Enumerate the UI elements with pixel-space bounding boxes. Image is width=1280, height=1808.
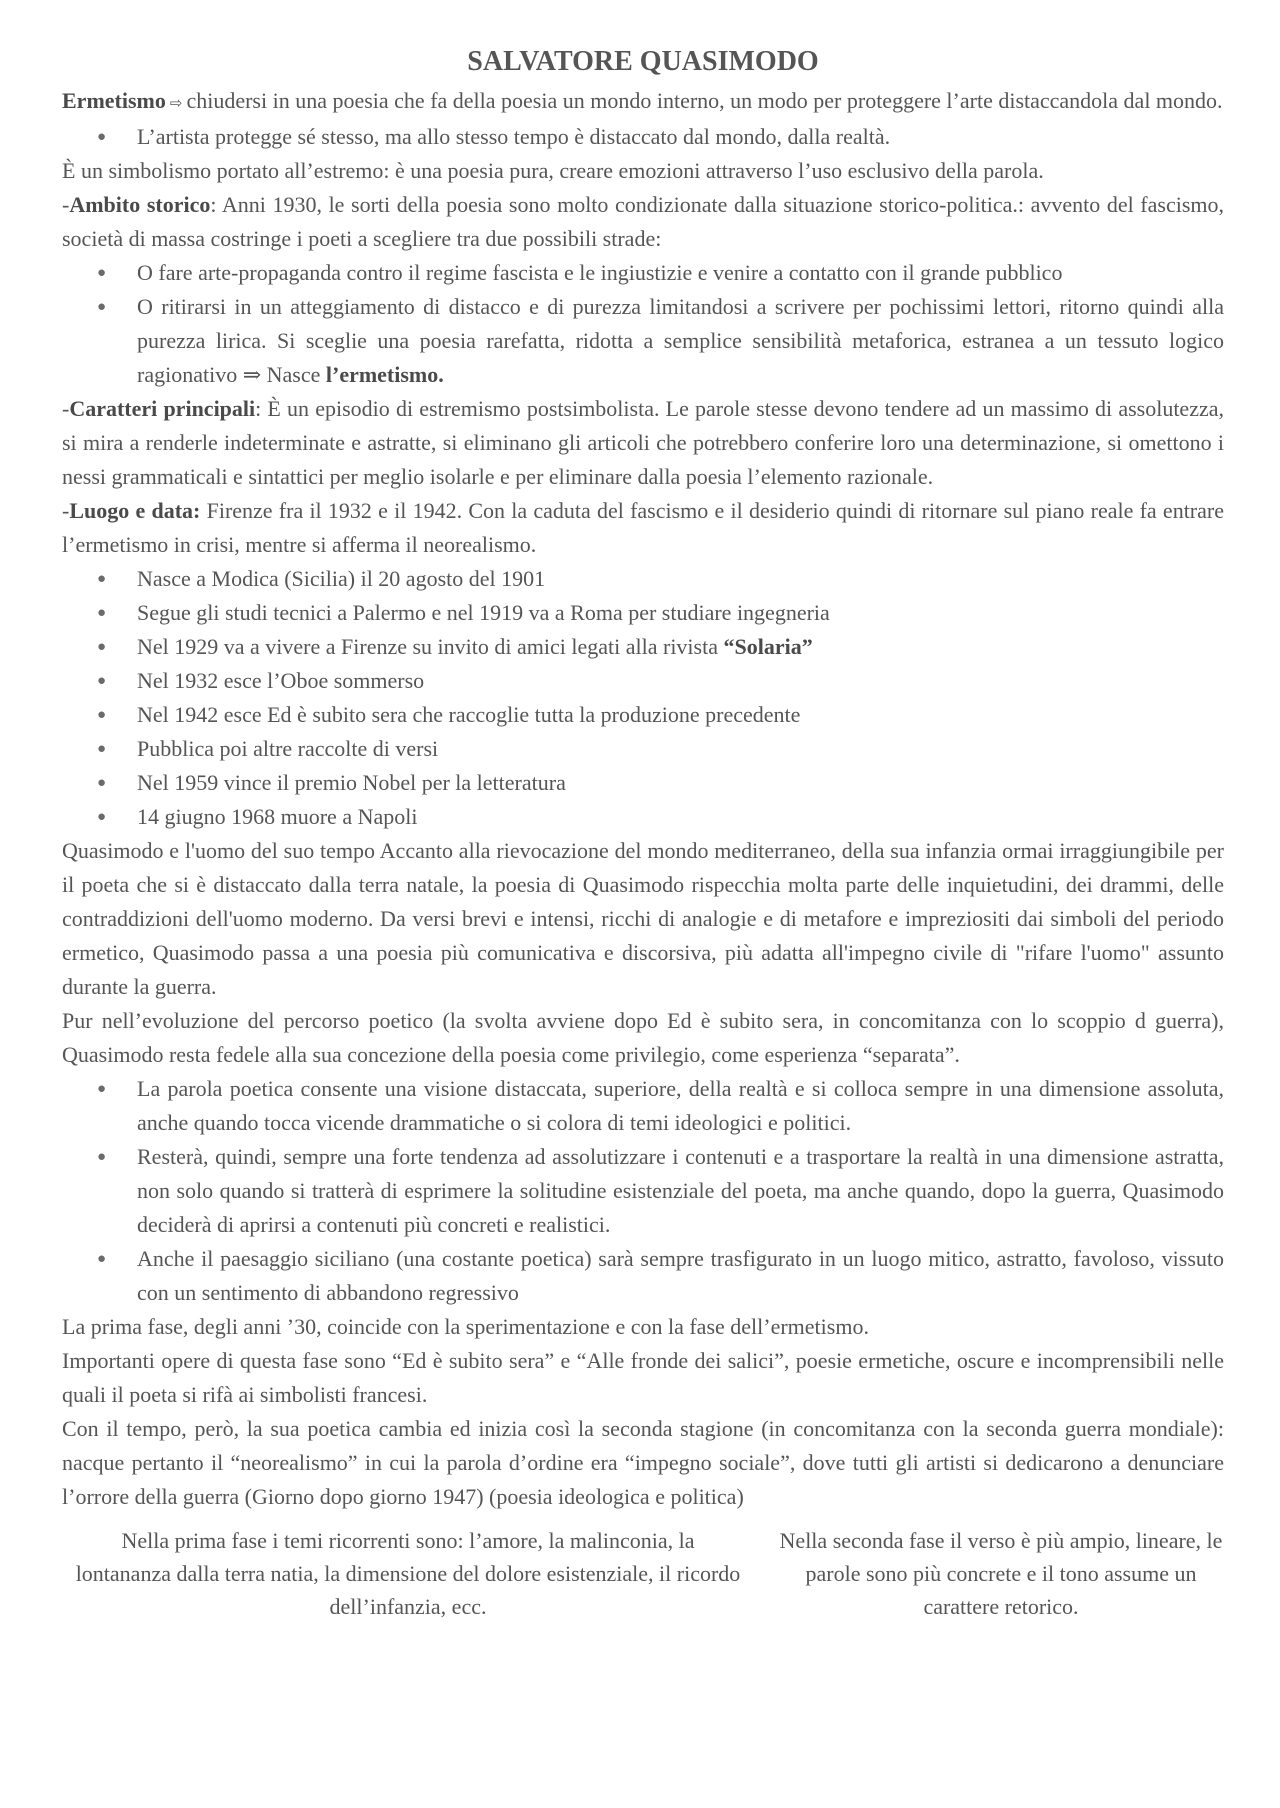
prima-fase-paragraph: La prima fase, degli anni ’30, coincide con la sperimentazione e con la fase dell’ermetismo. [62, 1314, 869, 1339]
list-item: ● Resterà, quindi, sempre una forte tendenza ad assolutizzare i contenuti e a trasportare la realtà in una dimensione astratta, non solo quando si tratterà di esprimere la solitudine esistenziale del poeta, ma anche quando, dopo la guerra, Quasimodo deciderà di aprirsi a contenuti più concreti e realistici. [137, 1140, 1224, 1242]
ermetismo-text: chiudersi in una poesia che fa della poesia un mondo interno, un modo per proteggere l’arte distaccandola dal mondo. [186, 88, 1223, 113]
list-item: ● Nel 1942 esce Ed è subito sera che raccoglie tutta la produzione precedente [137, 698, 1224, 732]
opere-paragraph: Importanti opere di questa fase sono “Ed è subito sera” e “Alle fronde dei salici”, poesie ermetiche, oscure e incomprensibili nelle quali il poeta si rifà ai simbolisti francesi. [62, 1348, 1224, 1407]
list-item: ● O ritirarsi in un atteggiamento di distacco e di purezza limitandosi a scrivere per pochissimi lettori, ritorno quindi alla purezza lirica. Si sceglie una poesia rarefatta, ridotta a semplice sensibilità metaforica, estranea a un tessuto logico ragionativo ⇒ Nasce l’ermetismo. [137, 290, 1224, 392]
luogo-paragraph: -Luogo e data: Firenze fra il 1932 e il 1942. Con la caduta del fascismo e il desiderio quindi di ritornare sul piano reale fa entrare l’ermetismo in crisi, mentre si afferma il neorealismo. [62, 498, 1224, 557]
first-phase-box: Nella prima fase i temi ricorrenti sono: l’amore, la malinconia, la lontananza dalla terra natia, la dimensione del dolore esistenziale, il ricordo dell’infanzia, ecc. [75, 1528, 741, 1619]
ermetismo-paragraph [62, 84, 1224, 120]
intro-list [62, 120, 1224, 154]
list-item: ● Nel 1932 esce l’Oboe sommerso [137, 664, 1224, 698]
caratteri-label: Caratteri principali [69, 396, 256, 421]
luogo-label: Luogo e data: [69, 498, 201, 523]
caratteri-paragraph: -Caratteri principali: È un episodio di estremismo postsimbolista. Le parole stesse devono tendere ad un massimo di assolutezza, si mira a renderle indeterminate e astratte, si eliminano gli articoli che potrebbero conferire loro una determinazione, si omettono i nessi grammaticali e sintattici per meglio isolarle e per eliminare dalla poesia l’elemento razionale. [62, 396, 1224, 489]
seconda-fase-paragraph: Con il tempo, però, la sua poetica cambia ed inizia così la seconda stagione (in concomitanza con la seconda guerra mondiale): nacque pertanto il “neorealismo” in cui la parola d’ordine era “impegno sociale”, dove tutti gli artisti si dedicarono a denunciare l’orrore della guerra (Giorno dopo giorno 1947) (poesia ideologica e politica) [62, 1416, 1224, 1509]
ambito-paragraph: -Ambito storico: Anni 1930, le sorti della poesia sono molto condizionate dalla situazione storico-politica.: avvento del fascismo, società di massa costringe i poeti a scegliere tra due possibili strade: [62, 192, 1224, 251]
ambito-text: : Anni 1930, le sorti della poesia sono molto condizionate dalla situazione storico-politica.: avvento del fascismo, società di massa costringe i poeti a scegliere tra due possibili strade: [62, 192, 1224, 251]
ermetismo-bold: l’ermetismo. [325, 362, 444, 387]
ambito-label: Ambito storico [69, 192, 211, 217]
phase-summary [62, 1524, 1224, 1634]
uomo-paragraph: Quasimodo e l'uomo del suo tempo Accanto alla rievocazione del mondo mediterraneo, della sua infanzia ormai irraggiungibile per il poeta che si è distaccato dalla terra natale, la poesia di Quasimodo rispecchia molta parte delle inquietudini, dei drammi, delle contraddizioni dell'uomo moderno. Da versi brevi e intensi, ricchi di analogie e di metafore e impreziositi dai simboli del periodo ermetico, Quasimodo passa a una poesia più comunicativa e discorsiva, più adatta all'impegno civile di "rifare l'uomo" assunto durante la guerra. [62, 838, 1224, 999]
evoluzione-paragraph: Pur nell’evoluzione del percorso poetico (la svolta avviene dopo Ed è subito sera, in concomitanza con lo scoppio d guerra), Quasimodo resta fedele alla sua concezione della poesia come privilegio, come esperienza “separata”. [62, 1008, 1224, 1067]
list-item: ● Nel 1929 va a vivere a Firenze su invito di amici legati alla rivista “Solaria” [137, 630, 1224, 664]
list-item: ● 14 giugno 1968 muore a Napoli [137, 800, 1224, 834]
simbolismo-paragraph: È un simbolismo portato all’estremo: è una poesia pura, creare emozioni attraverso l’uso esclusivo della parola. [62, 158, 1044, 183]
caratteri-text: : È un episodio di estremismo postsimbolista. Le parole stesse devono tendere ad un massimo di assolutezza, si mira a renderle indeterminate e astratte, si eliminano gli articoli che potrebbero conferire loro una determinazione, si omettono i nessi grammaticali e sintattici per meglio isolarle e per eliminare dalla poesia l’elemento razionale. [62, 396, 1224, 489]
bio-list [62, 562, 1224, 834]
list-item: ● L’artista protegge sé stesso, ma allo stesso tempo è distaccato dal mondo, dalla realtà. [137, 120, 1224, 154]
list-item: ● Pubblica poi altre raccolte di versi [137, 732, 1224, 766]
strade-list [62, 256, 1224, 392]
list-item: ● Segue gli studi tecnici a Palermo e nel 1919 va a Roma per studiare ingegneria [137, 596, 1224, 630]
list-item: ● Anche il paesaggio siciliano (una costante poetica) sarà sempre trasfigurato in un luogo mitico, astratto, favoloso, vissuto con un sentimento di abbandono regressivo [137, 1242, 1224, 1310]
second-phase-box: Nella seconda fase il verso è più ampio, lineare, le parole sono più concrete e il tono assume un carattere retorico. [779, 1528, 1223, 1619]
list-item: ● La parola poetica consente una visione distaccata, superiore, della realtà e si colloca sempre in una dimensione assoluta, anche quando tocca vicende drammatiche o si colora di temi ideologici e politici. [137, 1072, 1224, 1140]
list-item: ● O fare arte-propaganda contro il regime fascista e le ingiustizie e venire a contatto con il grande pubblico [137, 256, 1224, 290]
arrow-right-icon: ⇨ [169, 94, 183, 112]
list-item: ● Nel 1959 vince il premio Nobel per la letteratura [137, 766, 1224, 800]
ermetismo-label: Ermetismo [62, 88, 166, 113]
document-page [62, 42, 1224, 1634]
luogo-text: Firenze fra il 1932 e il 1942. Con la caduta del fascismo e il desiderio quindi di ritornare sul piano reale fa entrare l’ermetismo in crisi, mentre si afferma il neorealismo. [62, 498, 1224, 557]
solaria-bold: “Solaria” [723, 634, 813, 659]
list-item: ● Nasce a Modica (Sicilia) il 20 agosto del 1901 [137, 562, 1224, 596]
poetica-list [62, 1072, 1224, 1310]
page-title: SALVATORE QUASIMODO [467, 46, 819, 77]
